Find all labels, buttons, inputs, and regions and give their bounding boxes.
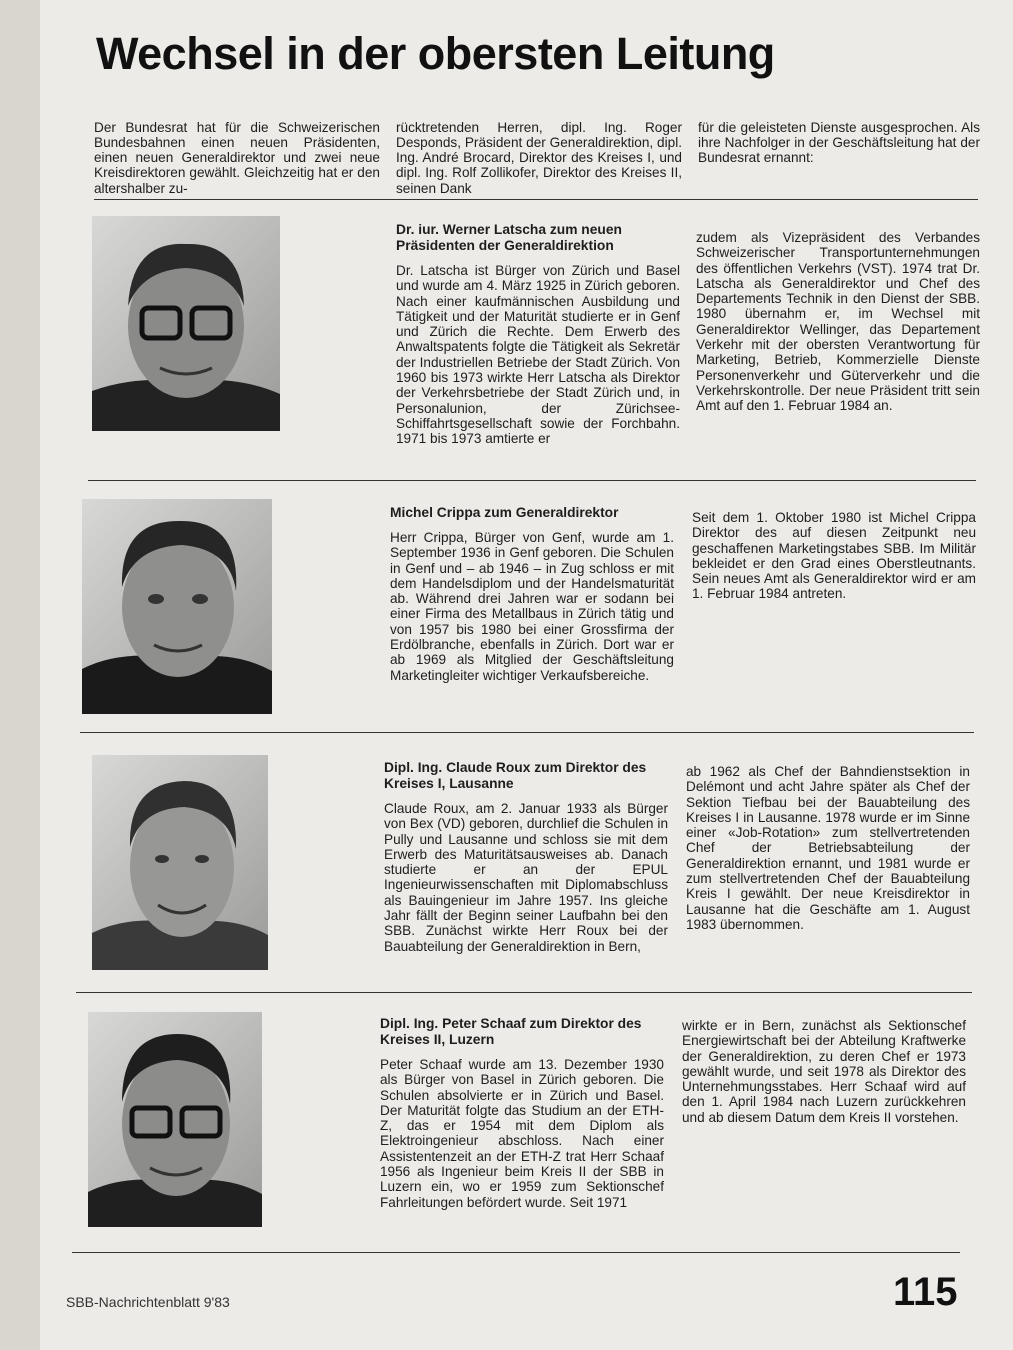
section-column-2: ab 1962 als Chef der Bahndienstsektion in Delémont und acht Jahre später als Chef der Sektion Tiefbau bei der Bauabteilung des Kreises I in Lausanne. 1978 wurde er im Sinne einer «Job-Rotation» zum stellvertretenden Chef der Betriebsabteilung der Generaldirektion ernannt, und 1981 wurde er zum stellvertretenden Chef der Bauabteilung Kreis I gewählt. Der neue Kreisdirektor in Lausanne hat die Geschäfte am 1. August 1983 übernommen. — [686, 764, 970, 932]
portrait-photo-roux — [92, 755, 268, 970]
divider — [80, 732, 974, 733]
section-heading: Dipl. Ing. Peter Schaaf zum Direktor des Kreises II, Luzern — [380, 1016, 642, 1047]
section-text: Peter Schaaf wurde am 13. Dezember 1930 als Bürger von Basel in Zürich geboren. Die Schulen absolvierte er in Zürich und Basel. Der Maturität folgte das Studium an der ETH-Z, das er 1954 mit dem Diplom als Elektroingenieur abschloss. Nach einer Assistentenzeit an der ETH-Z trat Herr Schaaf 1956 als Ingenieur beim Kreis II der SBB in Luzern ein, wo er 1959 zum Sektionschef Fahrleitungen befördert wurde. Seit 1971 — [380, 1057, 664, 1210]
publication-label: SBB-Nachrichtenblatt 9'83 — [66, 1294, 230, 1310]
section-column-1 — [390, 505, 674, 683]
divider — [94, 199, 978, 200]
portrait-icon — [92, 755, 268, 970]
section-heading: Dr. iur. Werner Latscha zum neuen Präsidenten der Generaldirektion — [396, 222, 622, 253]
section-column-2: Seit dem 1. Oktober 1980 ist Michel Crippa Direktor des auf diesen Zeitpunkt neu geschaffenen Marketingstabes SBB. Im Militär bekleidet er den Grad eines Oberstleutnants. Sein neues Amt als Generaldirektor wird er am 1. Februar 1984 antreten. — [692, 510, 976, 602]
portrait-photo-latscha — [92, 216, 280, 431]
intro-column-1: Der Bundesrat hat für die Schweizerischen Bundesbahnen einen neuen Präsidenten, einen neuen Generaldirektor und zwei neue Kreisdirektoren gewählt. Gleichzeitig hat er den altershalber zu- — [94, 119, 380, 196]
section-column-1 — [396, 222, 680, 447]
page-number: 115 — [893, 1270, 958, 1314]
divider — [72, 1252, 960, 1253]
intro-column-2: rücktretenden Herren, dipl. Ing. Roger Desponds, Präsident der Generaldirektion, dipl. Ing. André Brocard, Direktor des Kreises I, und dipl. Ing. Rolf Zollikofer, Direktor des Kreises II, seinen Dank — [396, 119, 682, 196]
portrait-icon — [92, 216, 280, 431]
section-column-1 — [384, 760, 668, 954]
section-text: Dr. Latscha ist Bürger von Zürich und Basel und wurde am 4. März 1925 in Zürich geboren. Nach einer kaufmännischen Ausbildung und Tätigkeit und der Maturität studierte er in Genf und Zürich die Rechte. Dem Erwerb des Anwaltspatents folgte die Tätigkeit als Sekretär der Industriellen Betriebe der Stadt Zürich. Von 1960 bis 1973 wirkte Herr Latscha als Direktor der Verkehrsbetriebe der Stadt Zürich und, in Personalunion, der Zürichsee-Schiffahrtsgesellschaft sowie der Forchbahn. 1971 bis 1973 amtierte er — [396, 263, 680, 447]
section-text: Herr Crippa, Bürger von Genf, wurde am 1. September 1936 in Genf geboren. Die Schulen in Genf und – ab 1946 – in Zug schloss er mit dem Handelsdiplom und der Handelsmaturität ab. Während drei Jahren war er sodann bei einer Firma des Metallbaus in Zürich tätig und von 1957 bis 1980 bei einer Grossfirma der Erdölbranche, ebenfalls in Zürich. Dort war er ab 1969 als Mitglied der Geschäftsleitung Marketingleiter wichtiger Verkaufsbereiche. — [390, 530, 674, 683]
divider — [88, 480, 976, 481]
portrait-icon — [88, 1012, 262, 1227]
portrait-photo-crippa — [82, 499, 272, 714]
portrait-photo-schaaf — [88, 1012, 262, 1227]
page-title: Wechsel in der obersten Leitung — [96, 28, 775, 79]
section-heading: Michel Crippa zum Generaldirektor — [390, 505, 619, 520]
divider — [76, 992, 972, 993]
section-text: Claude Roux, am 2. Januar 1933 als Bürger von Bex (VD) geboren, durchlief die Schulen in Pully und Lausanne und schloss sie mit dem Erwerb des Maturitätsausweises ab. Danach studierte er an der EPUL Ingenieurwissenschaften mit Diplomabschluss als Bauingenieur im Jahre 1957. Ins gleiche Jahr fällt der Beginn seiner Laufbahn bei den SBB. Zunächst wirkte Herr Roux bei der Bauabteilung der Generaldirektion in Bern, — [384, 801, 668, 954]
section-heading: Dipl. Ing. Claude Roux zum Direktor des Kreises I, Lausanne — [384, 760, 647, 791]
portrait-icon — [82, 499, 272, 714]
section-column-2: zudem als Vizepräsident des Verbandes Schweizerischer Transportunternehmungen des öffentlichen Verkehrs (VST). 1974 trat Dr. Latscha als Generaldirektor und Chef des Departements Technik in den Dienst der SBB. 1980 übernahm er, im Wechsel mit Generaldirektor Wellinger, das Departement Verkehr mit der obersten Verantwortung für Marketing, Betrieb, Kommerzielle Dienste Personenverkehr und Güterverkehr und die Verkehrskontrolle. Der neue Präsident tritt sein Amt auf den 1. Februar 1984 an. — [696, 230, 980, 414]
section-column-2: wirkte er in Bern, zunächst als Sektionschef Energiewirtschaft bei der Abteilung Kraftwerke der Generaldirektion, zu deren Chef er 1973 gewählt wurde, und seit 1978 als Direktor des Unternehmungsstabes. Herr Schaaf wird auf den 1. April 1984 nach Luzern zurückkehren und ab diesem Datum dem Kreis II vorstehen. — [682, 1018, 966, 1125]
intro-column-3: für die geleisteten Dienste ausgesprochen. Als ihre Nachfolger in der Geschäftsleitung hat der Bundesrat ernannt: — [698, 119, 980, 166]
section-column-1 — [380, 1016, 664, 1210]
